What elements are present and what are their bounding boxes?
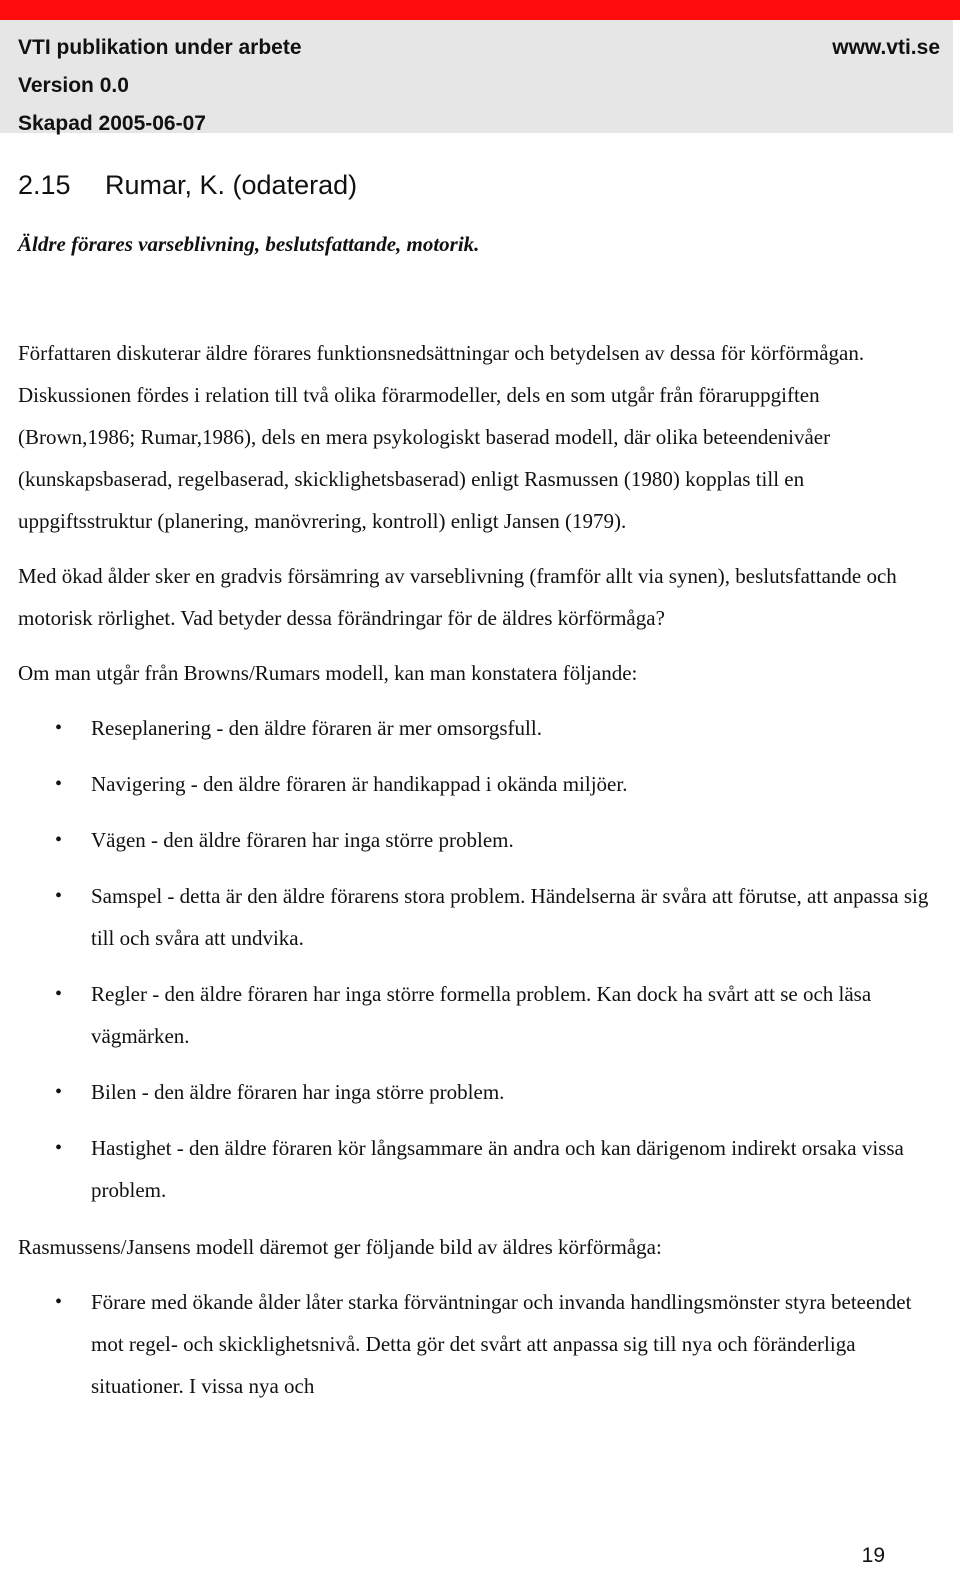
list-item-text: Hastighet - den äldre föraren kör långsammare än andra och kan därigenom indirekt orsaka vissa problem. bbox=[91, 1136, 904, 1202]
section-heading bbox=[18, 170, 357, 201]
list-item bbox=[18, 763, 938, 805]
bullet-icon: • bbox=[55, 1291, 63, 1313]
list-item bbox=[18, 973, 938, 1057]
list-item bbox=[18, 1127, 938, 1211]
website-link[interactable]: www.vti.se bbox=[832, 36, 940, 59]
bullet-icon: • bbox=[55, 1081, 63, 1103]
header-accent-bar bbox=[0, 0, 960, 20]
bullet-icon: • bbox=[55, 885, 63, 907]
created-date: Skapad 2005-06-07 bbox=[18, 112, 206, 135]
version-label: Version 0.0 bbox=[18, 74, 129, 97]
page-number: 19 bbox=[861, 1544, 885, 1567]
publication-label: VTI publikation under arbete bbox=[18, 36, 302, 59]
list-item bbox=[18, 1071, 938, 1113]
list-item bbox=[18, 707, 938, 749]
list-item-text: Reseplanering - den äldre föraren är mer omsorgsfull. bbox=[91, 716, 542, 740]
section-number: 2.15 bbox=[18, 170, 71, 200]
paragraph-aging: Med ökad ålder sker en gradvis försämring av varseblivning (framför allt via synen), beslutsfattande och motorisk rörlighet. Vad betyder dessa förändringar för de äldres körförmåga? bbox=[18, 564, 897, 630]
paragraph-intro: Författaren diskuterar äldre förares funktionsnedsättningar och betydelsen av dessa för körförmågan. Diskussionen fördes i relation till två olika förarmodeller, dels en som utgår från föraruppgiften (Brown,1986; Rumar,1986), dels en mera psykologiskt baserad modell, där olika beteendenivåer (kunskapsbaserad, regelbaserad, skicklighetsbaserad) enligt Rasmussen (1980) kopplas till en uppgiftsstruktur (planering, manövrering, kontroll) enligt Jansen (1979). bbox=[18, 341, 865, 533]
list-item bbox=[18, 819, 938, 861]
bullet-icon: • bbox=[55, 829, 63, 851]
bullet-icon: • bbox=[55, 773, 63, 795]
list-item-text: Bilen - den äldre föraren har inga större problem. bbox=[91, 1080, 505, 1104]
section-subtitle: Äldre förares varseblivning, beslutsfattande, motorik. bbox=[18, 232, 480, 256]
paragraph-browns-model: Om man utgår från Browns/Rumars modell, kan man konstatera följande: bbox=[18, 661, 638, 685]
list-item-text: Samspel - detta är den äldre förarens stora problem. Händelserna är svåra att förutse, att anpassa sig till och svåra att undvika. bbox=[91, 884, 929, 950]
bullet-icon: • bbox=[55, 717, 63, 739]
bullet-icon: • bbox=[55, 1137, 63, 1159]
list-item-text: Regler - den äldre föraren har inga större formella problem. Kan dock ha svårt att se och läsa vägmärken. bbox=[91, 982, 872, 1048]
list-item-text: Vägen - den äldre föraren har inga större problem. bbox=[91, 828, 514, 852]
list-item bbox=[18, 1281, 938, 1407]
browns-model-list bbox=[18, 707, 938, 1211]
list-item bbox=[18, 875, 938, 959]
paragraph-rasmussens-model: Rasmussens/Jansens modell däremot ger följande bild av äldres körförmåga: bbox=[18, 1235, 662, 1259]
list-item-text: Förare med ökande ålder låter starka förväntningar och invanda handlingsmönster styra beteendet mot regel- och skicklighetsnivå. Detta gör det svårt att anpassa sig till nya och föränderliga situationer. I vissa nya och bbox=[91, 1290, 912, 1398]
rasmussens-model-list bbox=[18, 1281, 938, 1407]
document-body bbox=[18, 332, 938, 1422]
section-title: Rumar, K. (odaterad) bbox=[105, 170, 358, 200]
bullet-icon: • bbox=[55, 983, 63, 1005]
list-item-text: Navigering - den äldre föraren är handikappad i okända miljöer. bbox=[91, 772, 628, 796]
